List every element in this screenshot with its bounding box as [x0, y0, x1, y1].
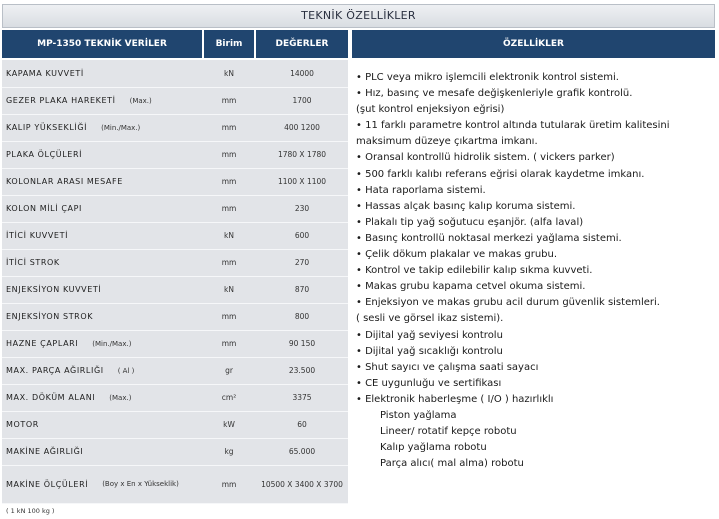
feature-item: • Dijital yağ seviyesi kontrolu	[356, 329, 503, 341]
header-parameter: MP-1350 TEKNİK VERİLER	[2, 30, 202, 58]
feature-item: • Çelik dökum plakalar ve makas grubu.	[356, 249, 558, 261]
spec-row	[2, 438, 348, 465]
feature-subitem: Kalıp yağlama robotu	[380, 442, 487, 454]
spec-label-cell	[2, 276, 202, 303]
feature-item: • Dijital yağ sıcaklığı kontrolu	[356, 345, 503, 357]
spec-unit: mm	[221, 177, 237, 186]
feature-subitem: Lineer/ rotatif kepçe robotu	[380, 426, 517, 438]
spec-row	[2, 249, 348, 276]
spec-value: 270	[294, 258, 310, 267]
spec-row	[2, 114, 348, 141]
spec-label-cell	[2, 303, 202, 330]
spec-value: 60	[297, 420, 307, 429]
spec-qualifier: (Min./Max.)	[101, 123, 141, 132]
spec-unit: mm	[221, 123, 237, 132]
spec-row	[2, 357, 348, 384]
spec-value: 14000	[290, 69, 314, 78]
spec-qualifier: (Max.)	[109, 393, 132, 402]
spec-label: ENJEKSİYON KUVVETİ	[6, 285, 102, 294]
spec-value: 1780 X 1780	[277, 150, 327, 159]
spec-label-cell	[2, 60, 202, 87]
spec-qualifier: (Min./Max.)	[92, 339, 132, 348]
spec-label-cell	[2, 114, 202, 141]
spec-value: 400 1200	[284, 123, 320, 132]
spec-value: 1700	[292, 96, 312, 105]
spec-unit: mm	[221, 312, 237, 321]
feature-item: • Elektronik haberleşme ( I/O ) hazırlıklı	[356, 393, 554, 405]
spec-label: MAKİNE ÖLÇÜLERİ	[6, 479, 89, 489]
header-features: ÖZELLİKLER	[352, 30, 715, 58]
spec-row	[2, 276, 348, 303]
spec-unit: mm	[221, 258, 237, 267]
spec-qualifier: (Max.)	[129, 96, 152, 105]
spec-row	[2, 411, 348, 438]
spec-unit: kN	[224, 285, 234, 294]
spec-row	[2, 384, 348, 411]
spec-unit: kN	[224, 231, 234, 240]
feature-item: • Hata raporlama sistemi.	[356, 184, 486, 196]
spec-row	[2, 330, 348, 357]
spec-label-cell	[2, 465, 202, 503]
spec-row	[2, 465, 348, 503]
spec-value: 65.000	[288, 447, 316, 456]
spec-label-cell	[2, 330, 202, 357]
spec-label-cell	[2, 168, 202, 195]
spec-label: ENJEKSİYON STROK	[6, 312, 94, 321]
spec-row	[2, 168, 348, 195]
feature-item: • Basınç kontrollü noktasal merkezi yağlama sistemi.	[356, 232, 622, 244]
feature-item: • Enjeksiyon ve makas grubu acil durum güvenlik sistemleri.	[356, 297, 660, 309]
spec-label: MAKİNE AĞIRLIĞI	[6, 447, 84, 456]
spec-value: 3375	[292, 393, 312, 402]
spec-label-cell	[2, 438, 202, 465]
spec-label: MAX. DÖKÜM ALANI	[6, 393, 96, 402]
spec-unit: mm	[221, 339, 237, 348]
spec-row	[2, 222, 348, 249]
feature-item: • 11 farklı parametre kontrol altında tutularak üretim kalitesini	[356, 120, 670, 132]
spec-unit: gr	[225, 366, 233, 375]
spec-label-cell	[2, 357, 202, 384]
header-unit: Birim	[204, 30, 254, 58]
section-title: TEKNİK ÖZELLİKLER	[2, 4, 715, 28]
feature-item: • CE uygunluğu ve sertifikası	[356, 377, 502, 389]
feature-subitem: Piston yağlama	[380, 409, 457, 421]
feature-item: • PLC veya mikro işlemcili elektronik kontrol sistemi.	[356, 72, 619, 83]
spec-value: 23.500	[288, 366, 316, 375]
spec-row	[2, 303, 348, 330]
spec-value: 870	[294, 285, 310, 294]
spec-row	[2, 60, 348, 87]
spec-label: KOLON MİLİ ÇAPI	[6, 204, 82, 213]
spec-label: GEZER PLAKA HAREKETİ	[6, 96, 116, 105]
spec-value: 600	[294, 231, 310, 240]
spec-label: HAZNE ÇAPLARI	[6, 339, 79, 348]
spec-value: 800	[294, 312, 310, 321]
feature-item: • Hassas alçak basınç kalıp koruma sistemi.	[356, 200, 576, 212]
spec-label-cell	[2, 384, 202, 411]
row-divider	[2, 503, 348, 504]
spec-unit: mm	[221, 96, 237, 105]
feature-item: • Kontrol ve takip edilebilir kalıp sıkma kuvveti.	[356, 265, 593, 277]
spec-value: 1100 X 1100	[277, 177, 327, 186]
spec-row	[2, 195, 348, 222]
unit-footnote: ( 1 kN 100 kg )	[6, 507, 55, 515]
spec-unit: kg	[224, 447, 234, 456]
spec-label-cell	[2, 87, 202, 114]
spec-label-cell	[2, 249, 202, 276]
spec-label-cell	[2, 195, 202, 222]
feature-subitem: Parça alıcı( mal alma) robotu	[380, 458, 524, 470]
feature-item: • Plakalı tip yağ soğutucu eşanjör. (alfa laval)	[356, 216, 584, 228]
spec-value: 10500 X 3400 X 3700	[261, 479, 343, 489]
header-value: DEĞERLER	[256, 30, 348, 58]
spec-unit: cm²	[221, 393, 237, 402]
spec-label: MAX. PARÇA AĞIRLIĞI	[6, 366, 104, 375]
spec-label: İTİCİ STROK	[6, 258, 60, 267]
spec-unit: kW	[223, 420, 235, 429]
spec-label: MOTOR	[6, 420, 39, 429]
spec-qualifier: ( Al )	[117, 366, 135, 375]
feature-item: maksimum düzeye çıkartma imkanı.	[356, 136, 538, 148]
spec-label: KOLONLAR ARASI MESAFE	[6, 177, 123, 186]
spec-label-cell	[2, 222, 202, 249]
spec-value: 230	[294, 204, 310, 213]
feature-item: • Hız, basınç ve mesafe değişkenleriyle grafik kontrolü.	[356, 88, 633, 100]
spec-unit: mm	[221, 150, 237, 159]
feature-item: • 500 farklı kalıbı referans eğrisi olarak kaydetme imkanı.	[356, 168, 645, 180]
feature-item: ( sesli ve görsel ikaz sistemi).	[356, 313, 504, 325]
feature-item: (şut kontrol enjeksiyon eğrisi)	[356, 104, 505, 116]
feature-item: • Shut sayıcı ve çalışma saati sayacı	[356, 361, 539, 373]
features-list	[356, 70, 716, 472]
spec-label: PLAKA ÖLÇÜLERİ	[6, 150, 83, 159]
spec-label-cell	[2, 411, 202, 438]
spec-label: KALIP YÜKSEKLİĞİ	[6, 123, 88, 132]
spec-unit: kN	[224, 69, 234, 78]
feature-item: • Makas grubu kapama cetvel okuma sistemi.	[356, 281, 586, 293]
spec-value: 90 150	[288, 339, 316, 348]
spec-unit: mm	[221, 204, 237, 213]
spec-unit: mm	[221, 479, 237, 489]
spec-qualifier: (Boy x En x Yükseklik)	[102, 480, 179, 488]
spec-label: İTİCİ KUVVETİ	[6, 231, 69, 240]
spec-label-cell	[2, 141, 202, 168]
feature-item: • Oransal kontrollü hidrolik sistem. ( vickers parker)	[356, 152, 615, 164]
spec-row	[2, 141, 348, 168]
spec-row	[2, 87, 348, 114]
spec-label: KAPAMA KUVVETİ	[6, 69, 84, 78]
